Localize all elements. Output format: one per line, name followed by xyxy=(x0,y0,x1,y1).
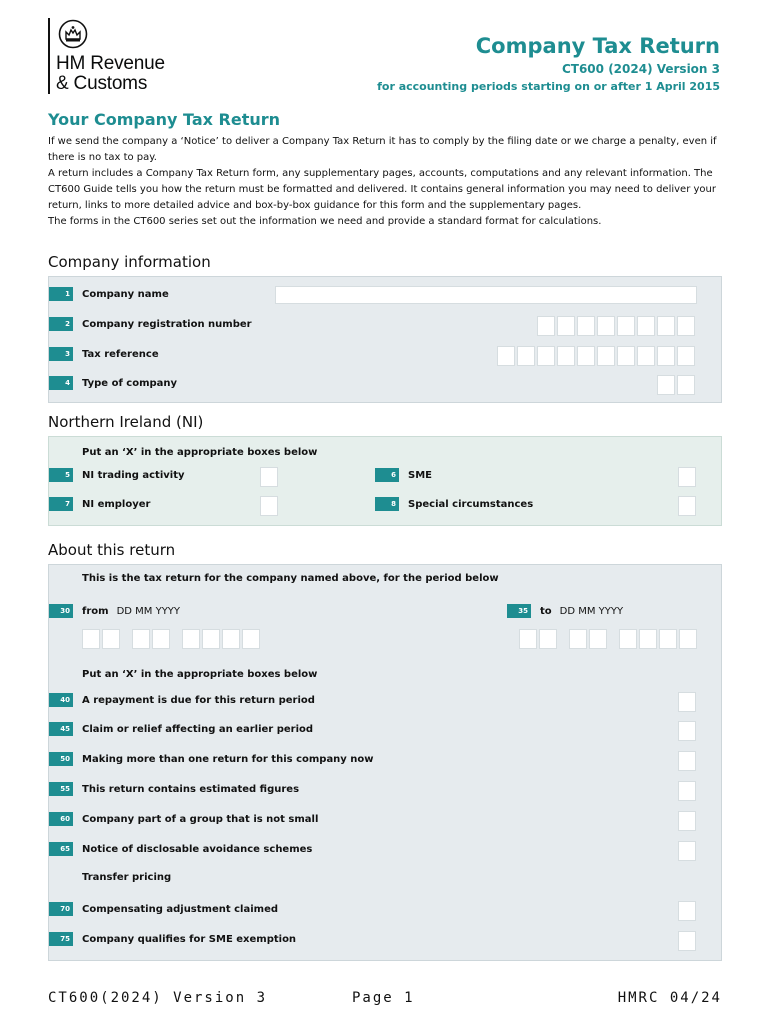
footer-form-id: CT600(2024) Version 3 xyxy=(48,990,268,1006)
ni-instruction: Put an ‘X’ in the appropriate boxes below xyxy=(82,447,318,458)
from-date-format: DD MM YYYY xyxy=(116,605,181,617)
character-box[interactable] xyxy=(152,629,170,649)
box-number: 1 xyxy=(49,287,73,301)
period-to-label xyxy=(540,606,623,617)
character-box[interactable] xyxy=(577,316,595,336)
character-box[interactable] xyxy=(497,346,515,366)
character-box[interactable] xyxy=(597,346,615,366)
tax-reference-row xyxy=(49,344,159,364)
ni-employer-label: NI employer xyxy=(82,498,151,510)
ni-trading-activity-label: NI trading activity xyxy=(82,469,185,481)
checkbox-row xyxy=(49,809,318,829)
company-information-panel xyxy=(48,276,722,403)
character-box[interactable] xyxy=(617,316,635,336)
document-title: Company Tax Return xyxy=(475,34,720,58)
company-name-row xyxy=(49,284,169,304)
period-to-row xyxy=(507,601,623,621)
checkbox[interactable] xyxy=(678,841,696,861)
about-instruction: Put an ‘X’ in the appropriate boxes below xyxy=(82,669,318,680)
character-box[interactable] xyxy=(539,629,557,649)
box-number: 5 xyxy=(49,468,73,482)
period-from-label xyxy=(82,606,180,617)
character-box[interactable] xyxy=(102,629,120,649)
checkbox-label: Company qualifies for SME exemption xyxy=(82,933,297,945)
ni-trading-activity-checkbox[interactable] xyxy=(260,467,278,487)
org-name-line2: & Customs xyxy=(56,73,148,94)
section-title-company-information: Company information xyxy=(48,253,211,271)
company-registration-row xyxy=(49,314,252,334)
checkbox-row xyxy=(49,719,313,739)
checkbox[interactable] xyxy=(678,931,696,951)
to-label-text: to xyxy=(540,605,552,617)
ni-trading-activity-row xyxy=(49,465,185,485)
company-name-input[interactable] xyxy=(275,286,697,304)
checkbox-label: Claim or relief affecting an earlier period xyxy=(82,723,314,735)
box-number: 2 xyxy=(49,317,73,331)
from-label-text: from xyxy=(82,605,109,617)
intro-paragraph: A return includes a Company Tax Return form, any supplementary pages, accounts, computations and any relevant information. The CT600 Guide tells you how the return must be formatted and delivered. It contains general information you may need to deliver your return, links to more detailed advice and box-by-box guidance for this form and the supplementary pages. xyxy=(48,168,716,211)
character-box[interactable] xyxy=(677,316,695,336)
character-box[interactable] xyxy=(557,316,575,336)
character-box[interactable] xyxy=(589,629,607,649)
checkbox-row xyxy=(49,929,296,949)
checkbox[interactable] xyxy=(678,751,696,771)
checkbox-label: A repayment is due for this return period xyxy=(82,694,315,706)
org-name-line1: HM Revenue xyxy=(56,53,165,74)
special-circumstances-row xyxy=(375,494,533,514)
footer-page-number: Page 1 xyxy=(352,990,415,1006)
box-number: 60 xyxy=(49,812,73,826)
to-date-format: DD MM YYYY xyxy=(559,605,624,617)
character-box[interactable] xyxy=(657,346,675,366)
checkbox-label: Making more than one return for this company now xyxy=(82,753,374,765)
character-box[interactable] xyxy=(677,375,695,395)
character-box[interactable] xyxy=(577,346,595,366)
character-box[interactable] xyxy=(82,629,100,649)
logo-divider xyxy=(48,18,50,94)
checkbox-row xyxy=(49,839,312,859)
special-circumstances-label: Special circumstances xyxy=(408,498,534,510)
ni-employer-row xyxy=(49,494,150,514)
document-subtitle: for accounting periods starting on or after 1 April 2015 xyxy=(377,80,720,93)
character-box[interactable] xyxy=(537,316,555,336)
box-number: 30 xyxy=(49,604,73,618)
checkbox-label: Company part of a group that is not small xyxy=(82,813,319,825)
box-number: 6 xyxy=(375,468,399,482)
box-number: 40 xyxy=(49,693,73,707)
character-box[interactable] xyxy=(557,346,575,366)
box-number: 50 xyxy=(49,752,73,766)
checkbox[interactable] xyxy=(678,781,696,801)
character-box[interactable] xyxy=(242,629,260,649)
company-type-label: Type of company xyxy=(82,377,178,389)
checkbox-label: This return contains estimated figures xyxy=(82,783,300,795)
character-box[interactable] xyxy=(679,629,697,649)
box-number: 7 xyxy=(49,497,73,511)
checkbox-label: Compensating adjustment claimed xyxy=(82,903,279,915)
section-title-northern-ireland: Northern Ireland (NI) xyxy=(48,413,204,431)
checkbox-label: Notice of disclosable avoidance schemes xyxy=(82,843,313,855)
org-logo-text xyxy=(56,54,165,94)
footer-reference: HMRC 04/24 xyxy=(617,990,722,1006)
box-number: 45 xyxy=(49,722,73,736)
page-heading: Your Company Tax Return xyxy=(48,110,281,129)
intro-paragraph: The forms in the CT600 series set out the information we need and provide a standard format for calculations. xyxy=(48,216,602,227)
box-number: 70 xyxy=(49,902,73,916)
sme-checkbox[interactable] xyxy=(678,467,696,487)
company-registration-label: Company registration number xyxy=(82,318,252,330)
character-box[interactable] xyxy=(222,629,240,649)
box-number: 75 xyxy=(49,932,73,946)
character-box[interactable] xyxy=(657,316,675,336)
character-box[interactable] xyxy=(637,316,655,336)
character-box[interactable] xyxy=(132,629,150,649)
character-box[interactable] xyxy=(182,629,200,649)
northern-ireland-panel xyxy=(48,436,722,526)
company-name-label: Company name xyxy=(82,288,169,300)
character-box[interactable] xyxy=(637,346,655,366)
character-box[interactable] xyxy=(569,629,587,649)
period-intro: This is the tax return for the company named above, for the period below xyxy=(82,573,499,584)
box-number: 4 xyxy=(49,376,73,390)
section-title-about-this-return: About this return xyxy=(48,541,176,559)
checkbox-row xyxy=(49,779,299,799)
about-this-return-panel xyxy=(48,564,722,961)
character-box[interactable] xyxy=(677,346,695,366)
character-box[interactable] xyxy=(597,316,615,336)
checkbox[interactable] xyxy=(678,692,696,712)
tax-reference-label: Tax reference xyxy=(82,348,159,360)
sme-row xyxy=(375,465,432,485)
character-box[interactable] xyxy=(517,346,535,366)
royal-crest-icon xyxy=(58,19,88,49)
character-box[interactable] xyxy=(617,346,635,366)
intro-text xyxy=(48,134,728,230)
checkbox-row xyxy=(49,749,374,769)
character-box[interactable] xyxy=(657,375,675,395)
document-version: CT600 (2024) Version 3 xyxy=(561,62,720,76)
character-box[interactable] xyxy=(639,629,657,649)
character-box[interactable] xyxy=(537,346,555,366)
character-box[interactable] xyxy=(619,629,637,649)
checkbox-row xyxy=(49,690,315,710)
transfer-pricing-heading: Transfer pricing xyxy=(82,872,172,883)
box-number: 3 xyxy=(49,347,73,361)
checkbox[interactable] xyxy=(678,721,696,741)
checkbox[interactable] xyxy=(678,811,696,831)
intro-paragraph: If we send the company a ‘Notice’ to deliver a Company Tax Return it has to comply by the filing date or we charge a penalty, even if there is no tax to pay. xyxy=(48,136,717,163)
ni-employer-checkbox[interactable] xyxy=(260,496,278,516)
company-type-row xyxy=(49,373,177,393)
sme-label: SME xyxy=(408,469,432,481)
period-from-row xyxy=(49,601,180,621)
character-box[interactable] xyxy=(202,629,220,649)
box-number: 8 xyxy=(375,497,399,511)
checkbox-row xyxy=(49,899,278,919)
character-box[interactable] xyxy=(659,629,677,649)
checkbox[interactable] xyxy=(678,901,696,921)
box-number: 55 xyxy=(49,782,73,796)
box-number: 65 xyxy=(49,842,73,856)
special-circumstances-checkbox[interactable] xyxy=(678,496,696,516)
character-box[interactable] xyxy=(519,629,537,649)
box-number: 35 xyxy=(507,604,531,618)
